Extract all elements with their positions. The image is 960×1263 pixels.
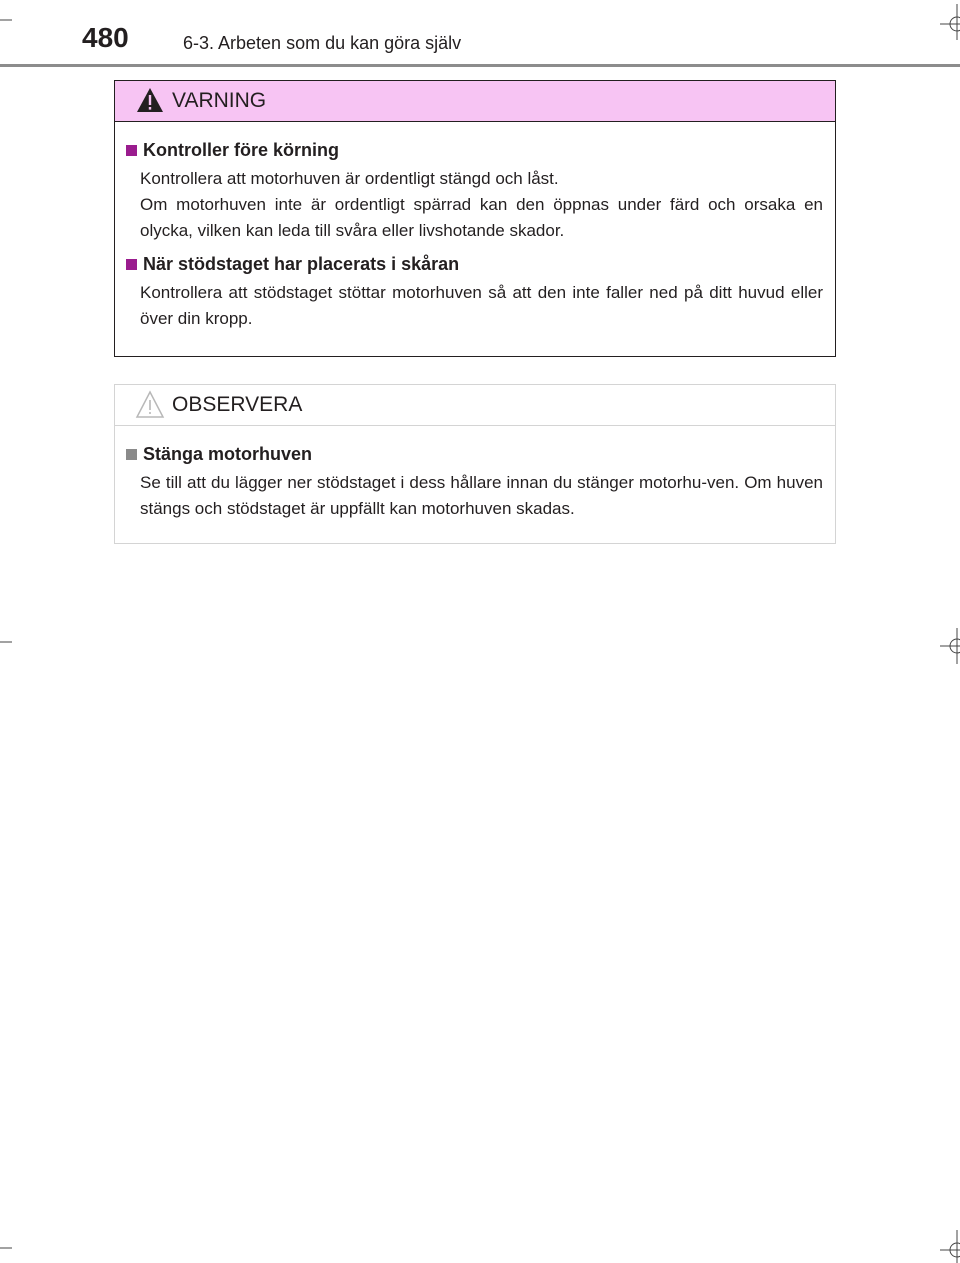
- caution-outline-triangle-icon: [135, 390, 165, 420]
- warning-item: [126, 138, 823, 244]
- bullet-square-icon: [126, 259, 137, 270]
- warning-item-title: När stödstaget har placerats i skåran: [143, 254, 460, 274]
- header-divider: [0, 64, 960, 67]
- notice-item: [126, 442, 823, 522]
- crop-mark-mid-left: [0, 632, 20, 652]
- crop-mark-top-left: [0, 10, 20, 30]
- page-number: 480: [82, 22, 129, 53]
- bullet-square-icon: [126, 449, 137, 460]
- warning-item-title: Kontroller före körning: [143, 140, 340, 160]
- warning-label: VARNING: [172, 89, 267, 112]
- bullet-square-icon: [126, 145, 137, 156]
- warning-box: [114, 80, 836, 357]
- notice-box-header: [115, 385, 835, 426]
- warning-box-header: [115, 81, 835, 122]
- notice-box: [114, 384, 836, 544]
- warning-item: [126, 252, 823, 332]
- notice-label: OBSERVERA: [172, 393, 303, 416]
- warning-item-paragraph: Kontrollera att stödstaget stöttar motorhuven så att den inte faller ned på ditt huvud eller över din kropp.: [140, 283, 823, 328]
- warning-item-paragraph: Om motorhuven inte är ordentligt spärrad kan den öppnas under färd och orsaka en olycka, vilken kan leda till svåra eller livshotande skador.: [140, 195, 823, 240]
- warning-item-paragraph: Kontrollera att motorhuven är ordentligt stängd och låst.: [140, 169, 559, 188]
- crop-mark-top-right: [930, 4, 960, 44]
- crop-mark-bottom-right: [930, 1230, 960, 1263]
- notice-item-title: Stänga motorhuven: [143, 444, 313, 464]
- warning-triangle-icon: [135, 86, 165, 114]
- notice-item-paragraph: Se till att du lägger ner stödstaget i dess hållare innan du stänger motorhu-ven. Om huven stängs och stödstaget är uppfällt kan motorhuven skadas.: [140, 473, 823, 518]
- crop-mark-bottom-left: [0, 1238, 20, 1258]
- section-title: 6-3. Arbeten som du kan göra själv: [183, 33, 462, 53]
- crop-mark-mid-right: [930, 628, 960, 668]
